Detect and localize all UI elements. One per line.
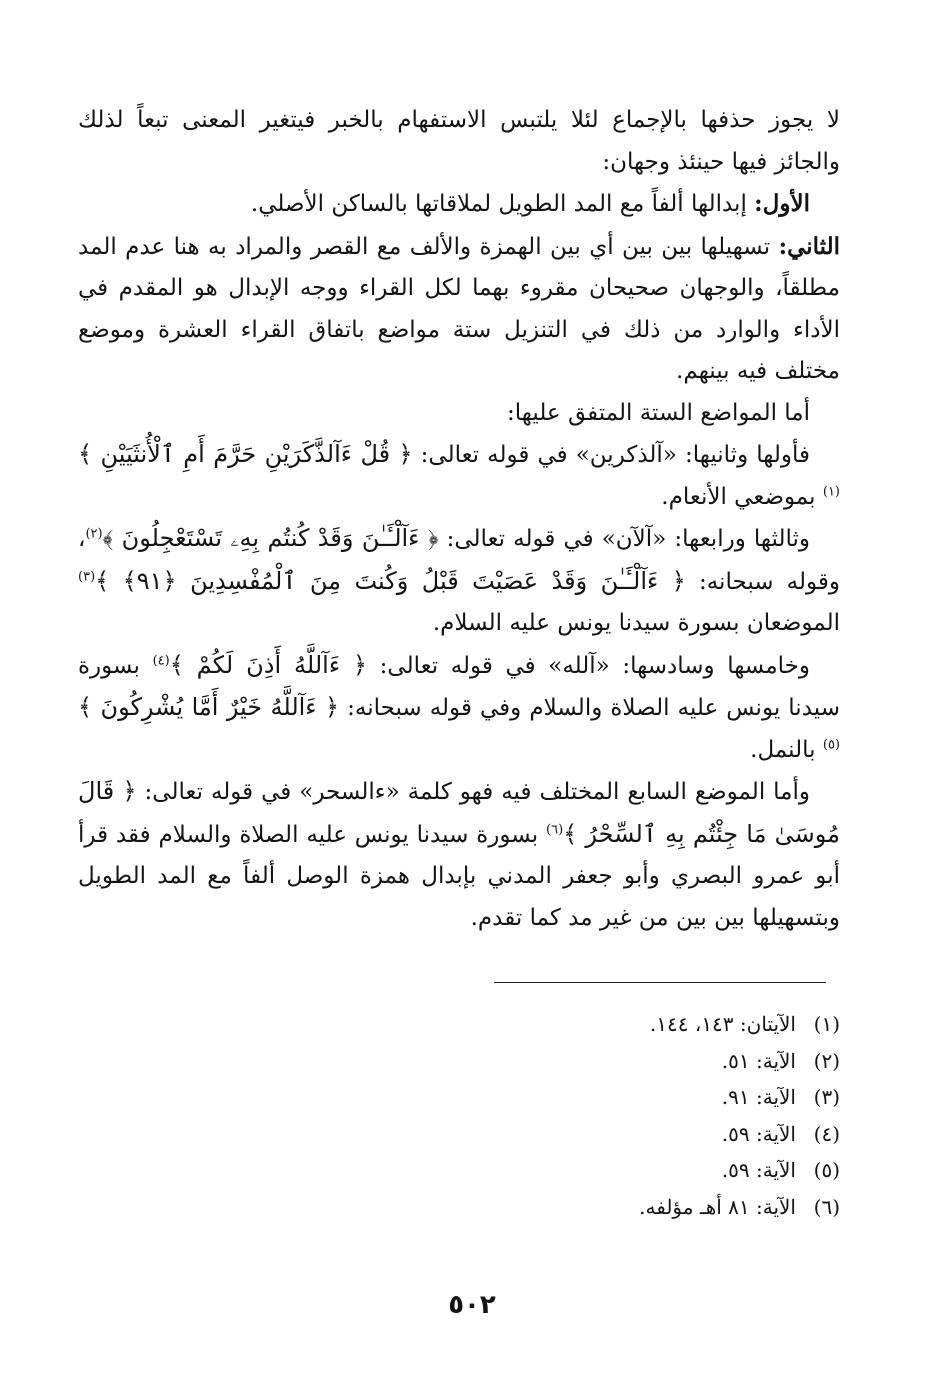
quran-verse: ﴿ ءَآلْـَٔـٰنَ وَقَدْ كُنتُم بِهِۦ تَسْتَعْجِلُونَ ﴾ [102, 524, 439, 552]
footnote-ref: (٥) [822, 736, 840, 752]
footnote-text: الآية: ٩١. [721, 1085, 796, 1109]
footnote-number: (٣) [813, 1085, 840, 1109]
paragraph-places-3-4 [78, 518, 840, 645]
paragraph-six-places: أما المواضع الستة المتفق عليها: [507, 399, 810, 426]
footnote-ref: (٤) [152, 652, 170, 668]
footnote-number: (١) [813, 1012, 840, 1036]
footnote-number: (٥) [813, 1158, 840, 1182]
paragraph-places-5-6 [78, 645, 840, 772]
footnote-ref: (١) [822, 483, 840, 499]
footnote-2 [420, 1043, 840, 1080]
places-1-2-text: فأولها وثانيها: «آلذكرين» في قوله تعالى: [412, 442, 810, 468]
footnote-number: (٤) [813, 1121, 840, 1146]
paragraph-intro: لا يجوز حذفها بالإجماع لئلا يلتبس الاستفهام بالخبر فيتغير المعنى تبعاً لذلك والجائز فيها حينئذ وجهان: [78, 107, 840, 175]
paragraph-second-way [78, 226, 840, 393]
footnotes [420, 1006, 840, 1225]
footnote-text: الآية: ٥٩. [721, 1121, 796, 1146]
page-number: ٥٠٢ [448, 1290, 496, 1320]
footnote-text: الآية: ٥١. [721, 1048, 796, 1073]
footnote-ref: (٦) [546, 821, 564, 837]
label-first: الأول: [754, 190, 810, 217]
places-3-4-mid: ، وقوله سبحانه: [78, 526, 841, 595]
label-second: الثاني: [778, 232, 840, 260]
footnote-ref: (٣) [78, 568, 96, 584]
seventh-place-text: وأما الموضع السابع المختلف فيه فهو كلمة «ءالسحر» في قوله تعالى: [136, 779, 810, 805]
places-1-2-end: بموضعي الأنعام. [661, 483, 823, 510]
quran-verse: ﴿ ءَآلْـَٔـٰنَ وَقَدْ عَصَيْتَ قَبْلُ وَكُنتَ مِنَ ٱلْمُفْسِدِينَ ﴿٩١﴾ ﴾ [95, 566, 686, 595]
first-way-text: إبدالها ألفاً مع المد الطويل لملاقاتها بالساكن الأصلي. [250, 191, 755, 217]
main-text [78, 100, 840, 939]
places-3-4-end: الموضعان بسورة سيدنا يونس عليه السلام. [432, 610, 840, 636]
paragraph-places-1-2 [78, 434, 840, 518]
footnote-6 [420, 1189, 840, 1226]
quran-verse: ﴿ قُلْ ءَآلذَّكَرَيْنِ حَرَّمَ أَمِ ٱلْأُنثَيَيْنِ ﴾ [78, 440, 413, 468]
footnote-divider [494, 982, 826, 983]
footnote-ref: (٢) [85, 526, 103, 542]
places-5-6-end: بالنمل. [750, 736, 823, 763]
footnote-3 [420, 1079, 840, 1116]
paragraph-first-way [78, 183, 840, 226]
footnote-4 [420, 1116, 840, 1153]
second-way-text: تسهيلها بين بين أي بين الهمزة والألف مع القصر والمراد به هنا عدم المد مطلقاً، والوجهان صحيحان مقروء بهما لكل القراء ووجه الإبدال هو المقدم في الأداء والوارد من ذلك في التنزيل ستة مواضع باتفاق القراء العشرة وموضع مختلف فيه بينهم. [78, 233, 840, 384]
footnote-text: الآية: ٥٩. [721, 1158, 796, 1182]
footnote-1 [420, 1006, 840, 1043]
footnote-text: الآية: ٨١ أهـ مؤلفه. [639, 1194, 796, 1219]
quran-verse: ﴿ قَالَ مُوسَىٰ مَا جِئْتُم بِهِ ٱلسِّحْرُ ﴾ [78, 777, 840, 848]
footnote-5 [420, 1152, 840, 1189]
footnote-text: الآيتان: ١٤٣، ١٤٤. [649, 1012, 796, 1036]
paragraph-seventh-place [78, 771, 840, 939]
places-5-6-mid: بسورة سيدنا يونس عليه الصلاة والسلام وفي قوله سبحانه: [78, 652, 840, 721]
footnote-number: (٦) [813, 1194, 840, 1219]
footnote-number: (٢) [813, 1048, 840, 1073]
quran-verse: ﴿ ءَآللَّهُ خَيْرٌ أَمَّا يُشْرِكُونَ ﴾ [78, 693, 340, 721]
quran-verse: ﴿ ءَآللَّهُ أَذِنَ لَكُمْ ﴾ [169, 650, 368, 679]
seventh-place-end: بسورة سيدنا يونس عليه الصلاة والسلام فقد قرأ أبو عمرو البصري وأبو جعفر المدني بإبدال همزة الوصل ألفاً مع المد الطويل وبتسهيلها بين بين من غير مد كما تقدم. [78, 821, 840, 931]
places-5-6-text: وخامسها وسادسها: «آلله» في قوله تعالى: [367, 652, 810, 679]
places-3-4-text: وثالثها ورابعها: «آلآن» في قوله تعالى: [438, 526, 810, 552]
